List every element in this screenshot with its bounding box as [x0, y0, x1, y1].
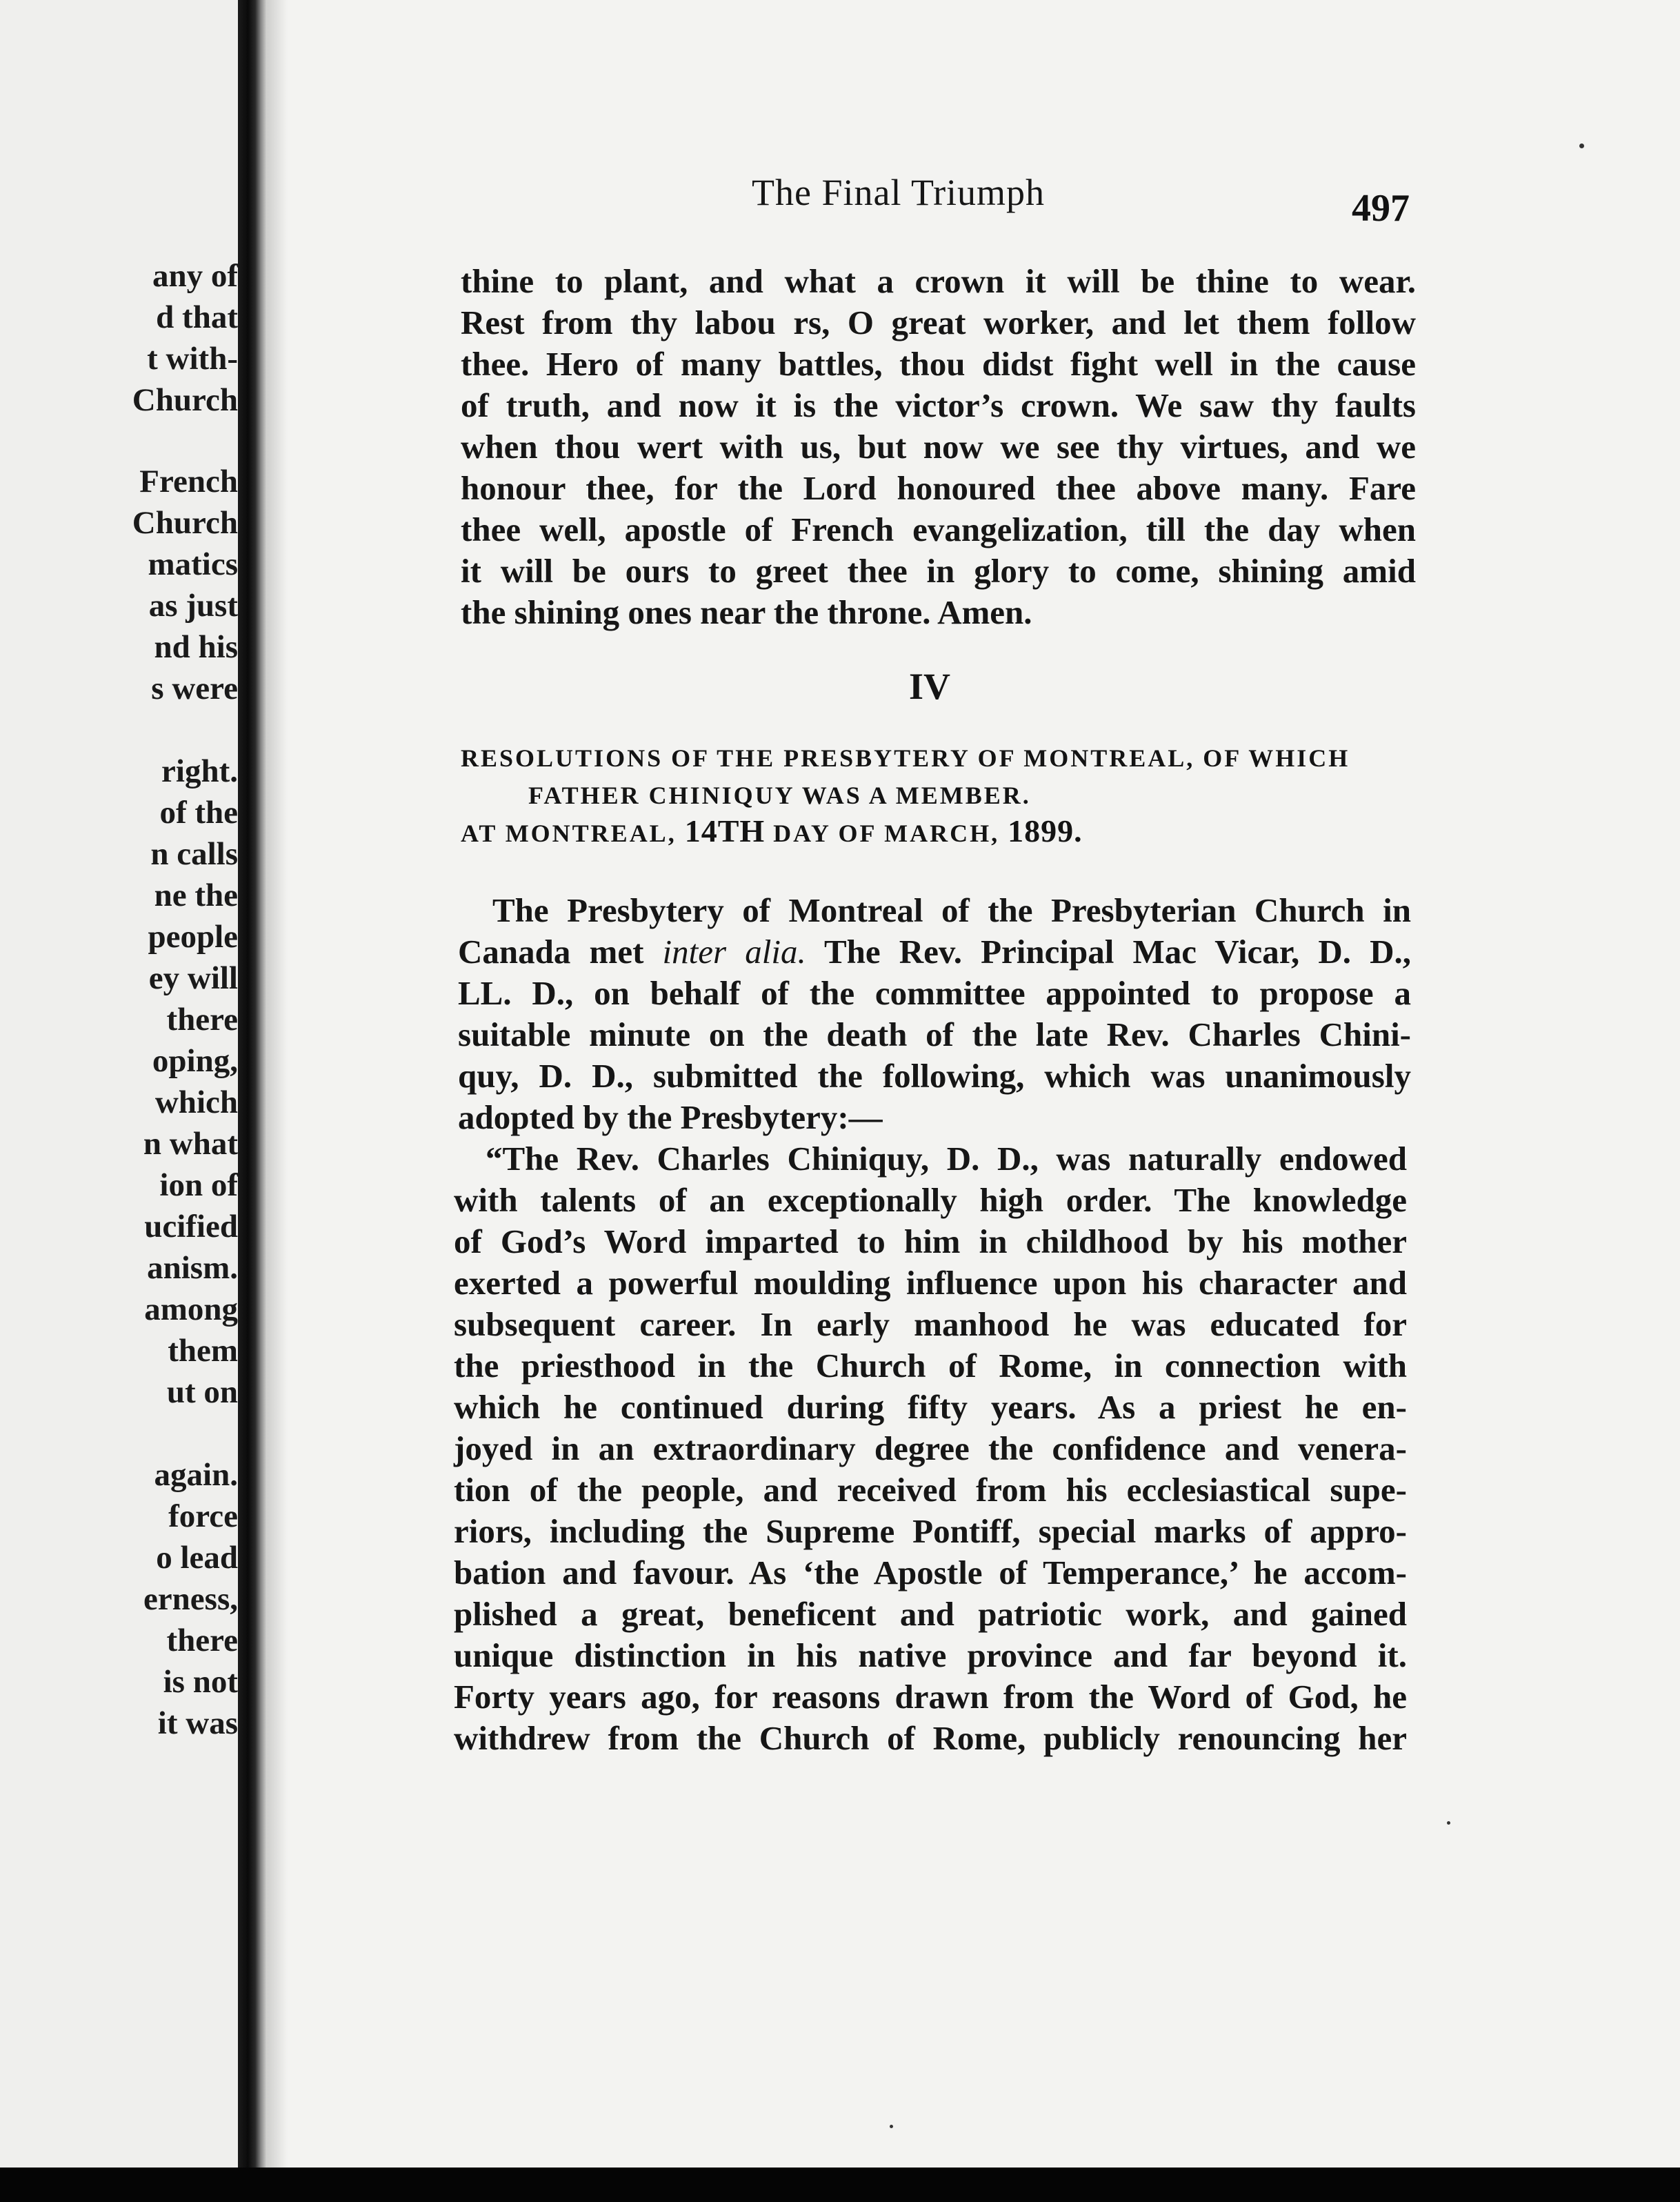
text-line: when thou wert with us, but now we see thy virtues, and we — [461, 428, 1416, 466]
text-line: of God’s Word imparted to him in childhood by his mother — [454, 1222, 1407, 1260]
date-day: 14TH — [684, 813, 766, 849]
left-page-line: erness, — [143, 1581, 238, 1617]
text-line: The Presbytery of Montreal of the Presbyterian Church in — [492, 891, 1411, 929]
left-page-line: which — [154, 1084, 238, 1120]
text-line: of truth, and now it is the victor’s crown. We saw thy faults — [461, 386, 1416, 424]
left-page-line: Church — [132, 382, 238, 418]
text-line: suitable minute on the death of the late Rev. Charles Chini- — [458, 1015, 1411, 1053]
left-page-line: any of — [152, 258, 238, 294]
text-line: thee. Hero of many battles, thou didst fight well in the cause — [461, 345, 1416, 383]
text-line: Rest from thy labou rs, O great worker, and let them follow — [461, 304, 1416, 341]
text-line: the shining ones near the throne. Amen. — [461, 593, 1032, 631]
book-binding-gutter — [238, 0, 267, 2202]
left-page-line: t with- — [147, 341, 238, 377]
left-page-line: anism. — [147, 1250, 238, 1286]
left-page-line: s were — [151, 671, 238, 706]
text-line: the priesthood in the Church of Rome, in connection with — [454, 1347, 1407, 1385]
left-page-line: again. — [154, 1457, 238, 1493]
text-line: thine to plant, and what a crown it will be thine to wear. — [461, 262, 1416, 300]
left-page-line: it was — [157, 1705, 238, 1741]
text-line — [458, 931, 1411, 973]
left-page-line: of the — [159, 795, 238, 831]
left-page-fragment — [0, 0, 238, 2202]
left-page-line: ucified — [144, 1209, 238, 1244]
text-segment: Canada met — [458, 933, 663, 971]
section-numeral: IV — [909, 666, 951, 707]
left-page-line: right. — [161, 753, 238, 789]
left-page-line: d that — [156, 299, 238, 335]
left-page-line: Church — [132, 505, 238, 541]
text-line: which he continued during fifty years. As a priest he en- — [454, 1388, 1407, 1426]
text-line: joyed in an extraordinary degree the confidence and venera- — [454, 1429, 1407, 1467]
scan-bottom-edge — [0, 2168, 1680, 2202]
section-heading: FATHER CHINIQUY WAS A MEMBER. — [528, 782, 1031, 809]
left-page-line: ey will — [148, 960, 238, 996]
text-line: bation and favour. As ‘the Apostle of Temperance,’ he accom- — [454, 1554, 1407, 1591]
text-segment: The Rev. Principal Mac Vicar, D. D., — [806, 933, 1411, 971]
text-line: “The Rev. Charles Chiniquy, D. D., was naturally endowed — [486, 1140, 1407, 1178]
scan-speck — [1447, 1821, 1450, 1825]
left-page-line: ion of — [159, 1167, 238, 1203]
date-middle: DAY OF MARCH, — [773, 820, 1000, 847]
gutter-shadow — [267, 0, 288, 2202]
left-page-line: nd his — [154, 629, 238, 665]
left-page-line: people — [148, 919, 238, 955]
date-prefix: AT MONTREAL, — [461, 820, 677, 847]
text-line: quy, D. D., submitted the following, which was unanimously — [458, 1057, 1411, 1095]
scan-speck — [1579, 143, 1584, 148]
text-line: subsequent career. In early manhood he was educated for — [454, 1305, 1407, 1343]
running-head: The Final Triumph — [752, 172, 1046, 213]
page-number: 497 — [1352, 187, 1410, 230]
text-line: it will be ours to greet thee in glory to come, shining amid — [461, 552, 1416, 590]
text-line: exerted a powerful moulding influence upon his character and — [454, 1264, 1407, 1302]
text-line: riors, including the Supreme Pontiff, special marks of appro- — [454, 1512, 1407, 1550]
left-page-line: n calls — [150, 836, 238, 872]
left-page-line: as just — [148, 588, 238, 624]
text-line: adopted by the Presbytery:— — [458, 1098, 883, 1136]
date-year: 1899. — [1008, 813, 1083, 849]
section-date-line — [461, 814, 1083, 851]
italic-phrase: inter alia. — [662, 933, 806, 971]
left-page-line: among — [144, 1291, 238, 1327]
left-page-line: is not — [163, 1664, 238, 1700]
left-page-line: oping, — [152, 1043, 238, 1079]
text-line: thee well, apostle of French evangelization, till the day when — [461, 510, 1416, 548]
text-line: tion of the people, and received from his ecclesiastical supe- — [454, 1471, 1407, 1509]
left-page-line: ut on — [166, 1374, 238, 1410]
left-page-line: French — [139, 464, 238, 499]
left-page-line: force — [168, 1498, 238, 1534]
scan-speck — [890, 2125, 893, 2128]
left-page-line: there — [166, 1002, 238, 1038]
text-line: unique distinction in his native province and far beyond it. — [454, 1636, 1407, 1674]
left-page-line: there — [166, 1623, 238, 1658]
text-line: with talents of an exceptionally high order. The knowledge — [454, 1181, 1407, 1219]
text-line: withdrew from the Church of Rome, publicly renouncing her — [454, 1719, 1407, 1757]
left-page-line: o lead — [156, 1540, 238, 1576]
text-line: plished a great, beneficent and patriotic work, and gained — [454, 1595, 1407, 1633]
left-page-line: ne the — [154, 877, 238, 913]
text-line: Forty years ago, for reasons drawn from the Word of God, he — [454, 1678, 1407, 1716]
left-page-line: matics — [148, 546, 238, 582]
section-heading: RESOLUTIONS OF THE PRESBYTERY OF MONTREAL, OF WHICH — [461, 744, 1350, 772]
text-line: honour thee, for the Lord honoured thee above many. Fare — [461, 469, 1416, 507]
text-line: LL. D., on behalf of the committee appointed to propose a — [458, 974, 1411, 1012]
left-page-line: n what — [143, 1126, 238, 1162]
left-page-line: them — [168, 1333, 238, 1369]
